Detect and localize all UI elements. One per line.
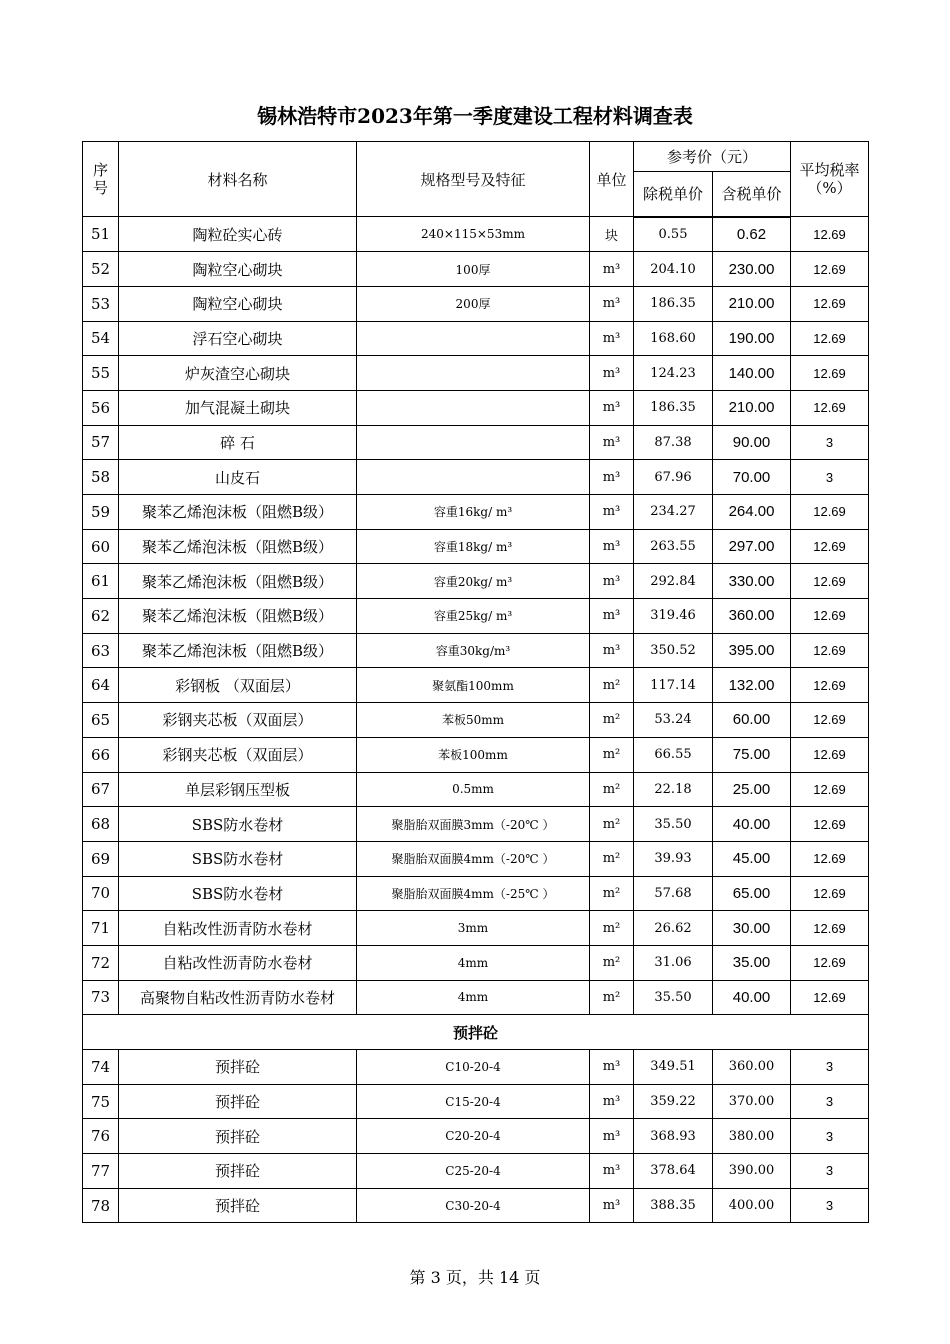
table-row bbox=[83, 356, 869, 391]
unit: m³ bbox=[590, 1154, 634, 1189]
incl-tax-price: 40.00 bbox=[713, 980, 791, 1015]
ex-tax-price: 35.50 bbox=[634, 807, 713, 842]
material-spec: 苯板100mm bbox=[357, 737, 590, 772]
incl-tax-price: 190.00 bbox=[713, 321, 791, 356]
tax-rate: 12.69 bbox=[791, 286, 869, 321]
incl-tax-price: 264.00 bbox=[713, 495, 791, 530]
table-row bbox=[83, 1050, 869, 1085]
material-name: 聚苯乙烯泡沫板（阻燃B级） bbox=[119, 495, 357, 530]
material-spec: 聚脂胎双面膜3mm（-20℃ ） bbox=[357, 807, 590, 842]
unit: m³ bbox=[590, 356, 634, 391]
tax-rate: 12.69 bbox=[791, 321, 869, 356]
table-row bbox=[83, 703, 869, 738]
ex-tax-price: 0.55 bbox=[634, 217, 713, 252]
material-name: 聚苯乙烯泡沫板（阻燃B级） bbox=[119, 599, 357, 634]
table-row bbox=[83, 945, 869, 980]
unit: m² bbox=[590, 703, 634, 738]
tax-rate: 12.69 bbox=[791, 564, 869, 599]
material-spec: 3mm bbox=[357, 911, 590, 946]
material-name: 预拌砼 bbox=[119, 1188, 357, 1223]
unit: m² bbox=[590, 737, 634, 772]
row-number: 74 bbox=[83, 1050, 119, 1085]
incl-tax-price: 360.00 bbox=[713, 599, 791, 634]
ex-tax-price: 35.50 bbox=[634, 980, 713, 1015]
incl-tax-price: 330.00 bbox=[713, 564, 791, 599]
incl-tax-price: 75.00 bbox=[713, 737, 791, 772]
unit: m³ bbox=[590, 1050, 634, 1085]
row-number: 67 bbox=[83, 772, 119, 807]
tax-rate: 3 bbox=[791, 1154, 869, 1189]
incl-tax-price: 230.00 bbox=[713, 252, 791, 287]
table-row bbox=[83, 876, 869, 911]
ex-tax-price: 186.35 bbox=[634, 390, 713, 425]
incl-tax-price: 210.00 bbox=[713, 390, 791, 425]
unit: m³ bbox=[590, 633, 634, 668]
material-name: 加气混凝土砌块 bbox=[119, 390, 357, 425]
material-name: SBS防水卷材 bbox=[119, 807, 357, 842]
incl-tax-price: 297.00 bbox=[713, 529, 791, 564]
material-name: 聚苯乙烯泡沫板（阻燃B级） bbox=[119, 529, 357, 564]
row-number: 70 bbox=[83, 876, 119, 911]
incl-tax-price: 380.00 bbox=[713, 1119, 791, 1154]
tax-rate: 3 bbox=[791, 1188, 869, 1223]
tax-rate: 3 bbox=[791, 460, 869, 495]
unit: m³ bbox=[590, 1188, 634, 1223]
table-row bbox=[83, 668, 869, 703]
material-name: 自粘改性沥青防水卷材 bbox=[119, 945, 357, 980]
incl-tax-price: 390.00 bbox=[713, 1154, 791, 1189]
unit: m³ bbox=[590, 425, 634, 460]
header-unit: 单位 bbox=[590, 142, 634, 217]
material-spec: 200厚 bbox=[357, 286, 590, 321]
tax-rate: 12.69 bbox=[791, 876, 869, 911]
material-name: 炉灰渣空心砌块 bbox=[119, 356, 357, 391]
material-spec bbox=[357, 321, 590, 356]
incl-tax-price: 65.00 bbox=[713, 876, 791, 911]
header-name: 材料名称 bbox=[119, 142, 357, 217]
material-spec: 容重20kg/ m³ bbox=[357, 564, 590, 599]
page-footer: 第 3 页，共 14 页 bbox=[409, 1268, 541, 1287]
header-ex-tax: 除税单价 bbox=[634, 172, 713, 217]
tax-rate: 3 bbox=[791, 1050, 869, 1085]
material-spec: 容重30kg/m³ bbox=[357, 633, 590, 668]
ex-tax-price: 66.55 bbox=[634, 737, 713, 772]
tax-rate: 12.69 bbox=[791, 356, 869, 391]
table-body bbox=[83, 217, 869, 1223]
material-name: SBS防水卷材 bbox=[119, 876, 357, 911]
table-row bbox=[83, 772, 869, 807]
tax-rate: 12.69 bbox=[791, 390, 869, 425]
header-tax-rate-line1: 平均税率 bbox=[799, 161, 860, 179]
table-row bbox=[83, 1154, 869, 1189]
incl-tax-price: 35.00 bbox=[713, 945, 791, 980]
ex-tax-price: 53.24 bbox=[634, 703, 713, 738]
tax-rate: 12.69 bbox=[791, 911, 869, 946]
row-number: 69 bbox=[83, 841, 119, 876]
table-row bbox=[83, 495, 869, 530]
tax-rate: 12.69 bbox=[791, 529, 869, 564]
header-tax-rate-line2: （%） bbox=[807, 179, 852, 197]
table-row bbox=[83, 321, 869, 356]
tax-rate: 12.69 bbox=[791, 495, 869, 530]
ex-tax-price: 359.22 bbox=[634, 1084, 713, 1119]
row-number: 59 bbox=[83, 495, 119, 530]
table-row bbox=[83, 1119, 869, 1154]
row-number: 62 bbox=[83, 599, 119, 634]
unit: m³ bbox=[590, 390, 634, 425]
incl-tax-price: 360.00 bbox=[713, 1050, 791, 1085]
material-spec bbox=[357, 460, 590, 495]
material-name: 彩钢夹芯板（双面层） bbox=[119, 737, 357, 772]
ex-tax-price: 263.55 bbox=[634, 529, 713, 564]
ex-tax-price: 319.46 bbox=[634, 599, 713, 634]
material-spec: C15-20-4 bbox=[357, 1084, 590, 1119]
incl-tax-price: 30.00 bbox=[713, 911, 791, 946]
table-row bbox=[83, 425, 869, 460]
ex-tax-price: 31.06 bbox=[634, 945, 713, 980]
section-row bbox=[83, 1015, 869, 1050]
material-name: 预拌砼 bbox=[119, 1050, 357, 1085]
material-spec: 容重16kg/ m³ bbox=[357, 495, 590, 530]
material-spec bbox=[357, 390, 590, 425]
material-spec: 聚脂胎双面膜4mm（-25℃ ） bbox=[357, 876, 590, 911]
tax-rate: 12.69 bbox=[791, 945, 869, 980]
incl-tax-price: 395.00 bbox=[713, 633, 791, 668]
material-name: 山皮石 bbox=[119, 460, 357, 495]
material-spec: 容重18kg/ m³ bbox=[357, 529, 590, 564]
tax-rate: 12.69 bbox=[791, 737, 869, 772]
material-spec: 容重25kg/ m³ bbox=[357, 599, 590, 634]
unit: m² bbox=[590, 772, 634, 807]
material-name: 预拌砼 bbox=[119, 1119, 357, 1154]
incl-tax-price: 25.00 bbox=[713, 772, 791, 807]
material-name: 陶粒空心砌块 bbox=[119, 286, 357, 321]
ex-tax-price: 349.51 bbox=[634, 1050, 713, 1085]
ex-tax-price: 204.10 bbox=[634, 252, 713, 287]
ex-tax-price: 378.64 bbox=[634, 1154, 713, 1189]
header-seq-line1: 序 bbox=[92, 161, 108, 179]
material-spec: 100厚 bbox=[357, 252, 590, 287]
incl-tax-price: 210.00 bbox=[713, 286, 791, 321]
incl-tax-price: 60.00 bbox=[713, 703, 791, 738]
table-row bbox=[83, 529, 869, 564]
header-incl-tax: 含税单价 bbox=[713, 172, 791, 217]
material-name: 彩钢板 （双面层） bbox=[119, 668, 357, 703]
materials-table bbox=[82, 141, 869, 1223]
table-row bbox=[83, 286, 869, 321]
material-spec: 4mm bbox=[357, 980, 590, 1015]
table-row bbox=[83, 980, 869, 1015]
table-row bbox=[83, 807, 869, 842]
table-row bbox=[83, 217, 869, 252]
material-spec: 4mm bbox=[357, 945, 590, 980]
row-number: 56 bbox=[83, 390, 119, 425]
page-title: 锡林浩特市2023年第一季度建设工程材料调查表 bbox=[257, 104, 693, 128]
ex-tax-price: 57.68 bbox=[634, 876, 713, 911]
material-spec: C30-20-4 bbox=[357, 1188, 590, 1223]
tax-rate: 12.69 bbox=[791, 668, 869, 703]
ex-tax-price: 350.52 bbox=[634, 633, 713, 668]
ex-tax-price: 292.84 bbox=[634, 564, 713, 599]
ex-tax-price: 124.23 bbox=[634, 356, 713, 391]
material-spec: 苯板50mm bbox=[357, 703, 590, 738]
row-number: 54 bbox=[83, 321, 119, 356]
unit: m³ bbox=[590, 599, 634, 634]
row-number: 63 bbox=[83, 633, 119, 668]
incl-tax-price: 0.62 bbox=[713, 217, 791, 252]
material-name: 彩钢夹芯板（双面层） bbox=[119, 703, 357, 738]
row-number: 75 bbox=[83, 1084, 119, 1119]
material-name: 陶粒空心砌块 bbox=[119, 252, 357, 287]
row-number: 78 bbox=[83, 1188, 119, 1223]
header-seq-line2: 号 bbox=[92, 179, 108, 197]
ex-tax-price: 168.60 bbox=[634, 321, 713, 356]
incl-tax-price: 45.00 bbox=[713, 841, 791, 876]
unit: 块 bbox=[590, 217, 634, 252]
unit: m² bbox=[590, 980, 634, 1015]
incl-tax-price: 140.00 bbox=[713, 356, 791, 391]
row-number: 60 bbox=[83, 529, 119, 564]
section-title: 预拌砼 bbox=[83, 1015, 869, 1050]
tax-rate: 12.69 bbox=[791, 703, 869, 738]
tax-rate: 3 bbox=[791, 1119, 869, 1154]
table-row bbox=[83, 599, 869, 634]
header-spec: 规格型号及特征 bbox=[357, 142, 590, 217]
row-number: 58 bbox=[83, 460, 119, 495]
tax-rate: 12.69 bbox=[791, 772, 869, 807]
row-number: 66 bbox=[83, 737, 119, 772]
incl-tax-price: 370.00 bbox=[713, 1084, 791, 1119]
unit: m² bbox=[590, 668, 634, 703]
tax-rate: 3 bbox=[791, 1084, 869, 1119]
tax-rate: 3 bbox=[791, 425, 869, 460]
ex-tax-price: 87.38 bbox=[634, 425, 713, 460]
incl-tax-price: 400.00 bbox=[713, 1188, 791, 1223]
unit: m³ bbox=[590, 1119, 634, 1154]
unit: m³ bbox=[590, 321, 634, 356]
unit: m³ bbox=[590, 495, 634, 530]
row-number: 51 bbox=[83, 217, 119, 252]
row-number: 55 bbox=[83, 356, 119, 391]
table-row bbox=[83, 737, 869, 772]
table-row bbox=[83, 633, 869, 668]
tax-rate: 12.69 bbox=[791, 599, 869, 634]
incl-tax-price: 40.00 bbox=[713, 807, 791, 842]
material-spec: 聚氨酯100mm bbox=[357, 668, 590, 703]
table-row bbox=[83, 564, 869, 599]
unit: m³ bbox=[590, 286, 634, 321]
unit: m³ bbox=[590, 460, 634, 495]
tax-rate: 12.69 bbox=[791, 807, 869, 842]
incl-tax-price: 132.00 bbox=[713, 668, 791, 703]
tax-rate: 12.69 bbox=[791, 633, 869, 668]
unit: m² bbox=[590, 876, 634, 911]
table-row bbox=[83, 1188, 869, 1223]
material-spec: C20-20-4 bbox=[357, 1119, 590, 1154]
unit: m³ bbox=[590, 564, 634, 599]
incl-tax-price: 70.00 bbox=[713, 460, 791, 495]
row-number: 61 bbox=[83, 564, 119, 599]
row-number: 52 bbox=[83, 252, 119, 287]
unit: m³ bbox=[590, 529, 634, 564]
material-name: 自粘改性沥青防水卷材 bbox=[119, 911, 357, 946]
table-row bbox=[83, 252, 869, 287]
row-number: 77 bbox=[83, 1154, 119, 1189]
tax-rate: 12.69 bbox=[791, 217, 869, 252]
incl-tax-price: 90.00 bbox=[713, 425, 791, 460]
material-spec: C10-20-4 bbox=[357, 1050, 590, 1085]
ex-tax-price: 388.35 bbox=[634, 1188, 713, 1223]
tax-rate: 12.69 bbox=[791, 841, 869, 876]
material-spec bbox=[357, 356, 590, 391]
row-number: 65 bbox=[83, 703, 119, 738]
material-spec: 聚脂胎双面膜4mm（-20℃ ） bbox=[357, 841, 590, 876]
ex-tax-price: 67.96 bbox=[634, 460, 713, 495]
unit: m² bbox=[590, 945, 634, 980]
material-name: 聚苯乙烯泡沫板（阻燃B级） bbox=[119, 564, 357, 599]
row-number: 72 bbox=[83, 945, 119, 980]
material-name: 浮石空心砌块 bbox=[119, 321, 357, 356]
header-ref-price: 参考价（元） bbox=[634, 142, 791, 172]
material-spec bbox=[357, 425, 590, 460]
unit: m³ bbox=[590, 1084, 634, 1119]
table-row bbox=[83, 841, 869, 876]
material-spec: 0.5mm bbox=[357, 772, 590, 807]
row-number: 73 bbox=[83, 980, 119, 1015]
unit: m² bbox=[590, 807, 634, 842]
table-row bbox=[83, 460, 869, 495]
ex-tax-price: 22.18 bbox=[634, 772, 713, 807]
ex-tax-price: 368.93 bbox=[634, 1119, 713, 1154]
row-number: 76 bbox=[83, 1119, 119, 1154]
row-number: 53 bbox=[83, 286, 119, 321]
row-number: 57 bbox=[83, 425, 119, 460]
table-row bbox=[83, 1084, 869, 1119]
ex-tax-price: 117.14 bbox=[634, 668, 713, 703]
ex-tax-price: 39.93 bbox=[634, 841, 713, 876]
material-name: 碎 石 bbox=[119, 425, 357, 460]
material-name: 预拌砼 bbox=[119, 1084, 357, 1119]
row-number: 64 bbox=[83, 668, 119, 703]
header-tax-rate bbox=[791, 142, 869, 217]
material-name: 聚苯乙烯泡沫板（阻燃B级） bbox=[119, 633, 357, 668]
material-name: 单层彩钢压型板 bbox=[119, 772, 357, 807]
unit: m² bbox=[590, 911, 634, 946]
unit: m³ bbox=[590, 252, 634, 287]
row-number: 71 bbox=[83, 911, 119, 946]
material-name: 高聚物自粘改性沥青防水卷材 bbox=[119, 980, 357, 1015]
material-spec: 240×115×53mm bbox=[357, 217, 590, 252]
unit: m² bbox=[590, 841, 634, 876]
table-row bbox=[83, 390, 869, 425]
material-spec: C25-20-4 bbox=[357, 1154, 590, 1189]
tax-rate: 12.69 bbox=[791, 252, 869, 287]
material-name: 陶粒砼实心砖 bbox=[119, 217, 357, 252]
ex-tax-price: 186.35 bbox=[634, 286, 713, 321]
row-number: 68 bbox=[83, 807, 119, 842]
table-row bbox=[83, 911, 869, 946]
ex-tax-price: 234.27 bbox=[634, 495, 713, 530]
tax-rate: 12.69 bbox=[791, 980, 869, 1015]
header-seq bbox=[83, 142, 119, 217]
material-name: SBS防水卷材 bbox=[119, 841, 357, 876]
ex-tax-price: 26.62 bbox=[634, 911, 713, 946]
material-name: 预拌砼 bbox=[119, 1154, 357, 1189]
